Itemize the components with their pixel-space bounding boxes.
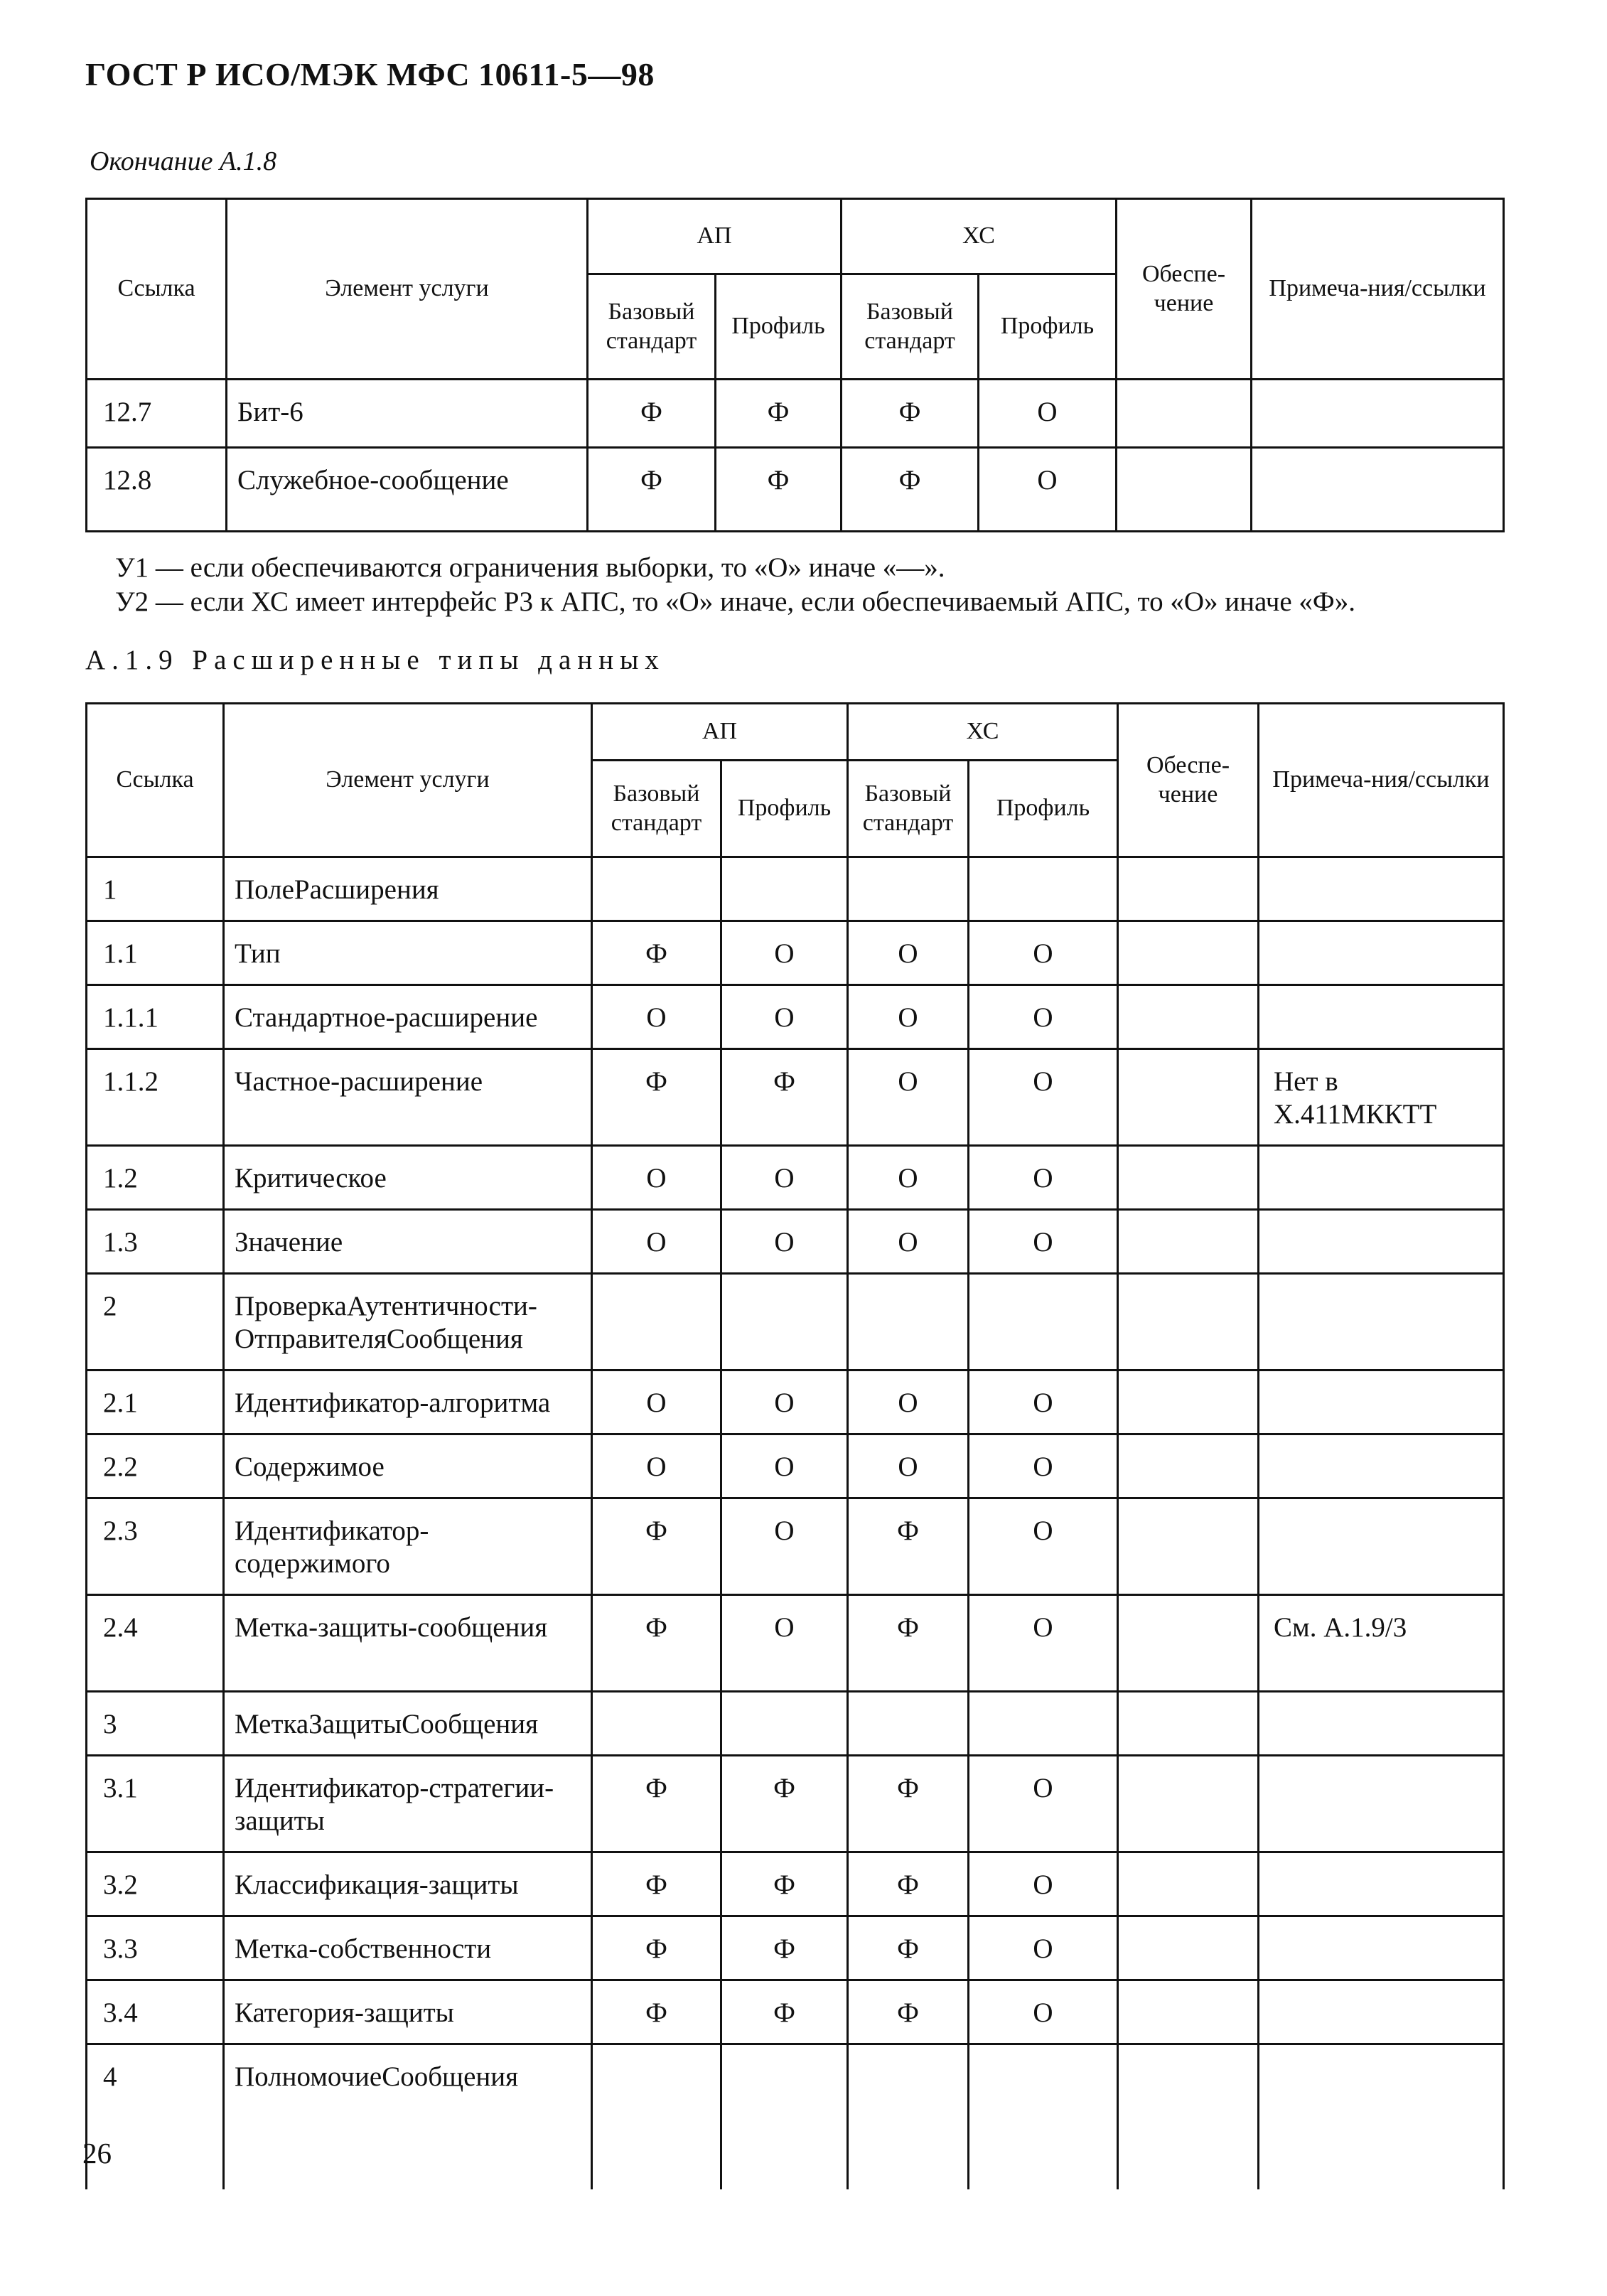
- cell-ap-profile: О: [721, 985, 848, 1049]
- cell-ref: 3: [87, 1692, 224, 1756]
- cell-notes: [1259, 1146, 1504, 1210]
- header-support: Обеспе-чение: [1117, 199, 1252, 380]
- cell-xs-profile: [969, 1692, 1118, 1756]
- cell-notes: [1259, 1370, 1504, 1434]
- cell-xs-profile: О: [979, 448, 1117, 532]
- cell-ref: 1.1: [87, 921, 224, 985]
- header-ref: Ссылка: [87, 199, 227, 380]
- cell-element: Значение: [224, 1210, 592, 1274]
- cell-ap-profile: [721, 1274, 848, 1370]
- cell-notes: [1259, 1756, 1504, 1852]
- cell-notes: [1259, 1916, 1504, 1980]
- header-element: Элемент услуги: [227, 199, 588, 380]
- table-row: [87, 1498, 1504, 1595]
- cell-xs-base: Ф: [848, 1756, 969, 1852]
- cell-ref: 2.2: [87, 1434, 224, 1498]
- cell-xs-base: Ф: [848, 1852, 969, 1916]
- cell-xs-base: Ф: [842, 380, 979, 448]
- cell-xs-profile: О: [969, 1916, 1118, 1980]
- table-row: [87, 448, 1504, 532]
- table-row: [87, 1692, 1504, 1756]
- header-ref: Ссылка: [87, 704, 224, 857]
- cell-ref: 2: [87, 1274, 224, 1370]
- cell-xs-profile: О: [969, 1146, 1118, 1210]
- header-xs-base: Базовый стандарт: [848, 761, 969, 857]
- cell-support: [1118, 921, 1259, 985]
- cell-xs-profile: О: [969, 1049, 1118, 1146]
- table-row: [87, 1852, 1504, 1916]
- cell-ap-base: Ф: [592, 1595, 721, 1692]
- cell-xs-base: Ф: [848, 1916, 969, 1980]
- cell-element: МеткаЗащитыСообщения: [224, 1692, 592, 1756]
- cell-ap-base: [592, 1692, 721, 1756]
- table-row: [87, 1370, 1504, 1434]
- table-row: [87, 857, 1504, 921]
- cell-ap-base: Ф: [592, 1916, 721, 1980]
- cell-xs-profile: [969, 857, 1118, 921]
- cell-xs-base: О: [848, 1370, 969, 1434]
- cell-element: Стандартное-расширение: [224, 985, 592, 1049]
- cell-ap-profile: [721, 1692, 848, 1756]
- header-notes: Примеча-ния/ссылки: [1252, 199, 1504, 380]
- cell-ref: 1.3: [87, 1210, 224, 1274]
- cell-element: Классификация-защиты: [224, 1852, 592, 1916]
- cell-ref: 3.2: [87, 1852, 224, 1916]
- cell-notes: См. А.1.9/3: [1259, 1595, 1504, 1692]
- cell-support: [1118, 985, 1259, 1049]
- cell-ap-base: Ф: [592, 1852, 721, 1916]
- cell-ap-profile: Ф: [716, 448, 842, 532]
- cell-xs-profile: О: [969, 1370, 1118, 1434]
- header-notes: Примеча-ния/ссылки: [1259, 704, 1504, 857]
- cell-support: [1118, 1756, 1259, 1852]
- page-header: ГОСТ Р ИСО/МЭК МФС 10611-5—98: [85, 56, 655, 92]
- header-ap-base: Базовый стандарт: [588, 274, 716, 380]
- cell-ref: 1.1.2: [87, 1049, 224, 1146]
- header-xs-profile: Профиль: [979, 274, 1117, 380]
- table-row: [87, 1916, 1504, 1980]
- cell-xs-profile: [969, 1274, 1118, 1370]
- cell-element: Идентификатор-стратегии-защиты: [224, 1756, 592, 1852]
- footnotes: [115, 551, 1355, 619]
- cell-xs-profile: О: [969, 1434, 1118, 1498]
- table-row: [87, 1980, 1504, 2044]
- header-xs: ХС: [842, 199, 1117, 274]
- table-row: [87, 2044, 1504, 2189]
- cell-xs-profile: О: [969, 921, 1118, 985]
- header-ap-base: Базовый стандарт: [592, 761, 721, 857]
- cell-ap-base: О: [592, 1434, 721, 1498]
- cell-xs-profile: О: [969, 1852, 1118, 1916]
- table-row: [87, 1756, 1504, 1852]
- cell-element: ПолномочиеСообщения: [224, 2044, 592, 2189]
- cell-ap-base: Ф: [592, 921, 721, 985]
- header-xs-profile: Профиль: [969, 761, 1118, 857]
- cell-notes: [1259, 1980, 1504, 2044]
- cell-support: [1118, 1980, 1259, 2044]
- header-ap-profile: Профиль: [716, 274, 842, 380]
- cell-support: [1118, 1049, 1259, 1146]
- page-number: 26: [82, 2137, 112, 2169]
- cell-ref: 3.3: [87, 1916, 224, 1980]
- cell-ap-base: [592, 1274, 721, 1370]
- cell-xs-base: [848, 857, 969, 921]
- cell-xs-profile: О: [979, 380, 1117, 448]
- cell-ref: 4: [87, 2044, 224, 2189]
- cell-ap-base: [592, 857, 721, 921]
- cell-ref: 3.4: [87, 1980, 224, 2044]
- cell-ap-profile: [721, 2044, 848, 2189]
- table-row: [87, 1210, 1504, 1274]
- cell-support: [1118, 857, 1259, 921]
- cell-xs-base: О: [848, 1210, 969, 1274]
- header-support: Обеспе-чение: [1118, 704, 1259, 857]
- cell-element: Критическое: [224, 1146, 592, 1210]
- cell-element: Идентификатор-содержимого: [224, 1498, 592, 1595]
- cell-ref: 2.1: [87, 1370, 224, 1434]
- cell-xs-profile: О: [969, 1595, 1118, 1692]
- cell-element: ПолеРасширения: [224, 857, 592, 921]
- cell-ap-profile: О: [721, 1434, 848, 1498]
- cell-xs-profile: О: [969, 1756, 1118, 1852]
- cell-support: [1117, 380, 1252, 448]
- cell-ap-profile: Ф: [721, 1980, 848, 2044]
- cell-ap-base: [592, 2044, 721, 2189]
- cell-element: Содержимое: [224, 1434, 592, 1498]
- cell-xs-base: Ф: [848, 1595, 969, 1692]
- cell-notes: [1259, 1274, 1504, 1370]
- cell-ref: 12.8: [87, 448, 227, 532]
- cell-ap-profile: Ф: [716, 380, 842, 448]
- cell-support: [1118, 1274, 1259, 1370]
- footnote-u2: У2 — если ХС имеет интерфейс Р3 к АПС, то «О» иначе, если обеспечиваемый АПС, то «О» иначе «Ф».: [115, 586, 1355, 617]
- cell-ap-base: Ф: [592, 1980, 721, 2044]
- header-xs-base: Базовый стандарт: [842, 274, 979, 380]
- cell-ap-base: О: [592, 985, 721, 1049]
- cell-ap-profile: О: [721, 1146, 848, 1210]
- cell-notes: [1259, 1498, 1504, 1595]
- cell-element: Метка-собственности: [224, 1916, 592, 1980]
- cell-notes: [1259, 1434, 1504, 1498]
- cell-ref: 1: [87, 857, 224, 921]
- cell-element: Тип: [224, 921, 592, 985]
- cell-element: Служебное-сообщение: [227, 448, 588, 532]
- section-title: А.1.9 Расширенные типы данных: [85, 645, 665, 675]
- table-row: [87, 380, 1504, 448]
- table-row: [87, 1146, 1504, 1210]
- cell-xs-base: [848, 2044, 969, 2189]
- header-xs: ХС: [848, 704, 1118, 761]
- cell-ap-profile: [721, 857, 848, 921]
- cell-ap-base: Ф: [592, 1049, 721, 1146]
- cell-ap-profile: О: [721, 1210, 848, 1274]
- cell-ap-profile: О: [721, 1595, 848, 1692]
- cell-ap-profile: Ф: [721, 1916, 848, 1980]
- cell-notes: [1259, 1852, 1504, 1916]
- cell-xs-profile: О: [969, 1210, 1118, 1274]
- cell-xs-profile: [969, 2044, 1118, 2189]
- table-a-1-9-extended-data-types: [85, 702, 1505, 2189]
- cell-element: ПроверкаАутентичности-ОтправителяСообщения: [224, 1274, 592, 1370]
- header-ap: АП: [588, 199, 842, 274]
- cell-notes: [1252, 380, 1504, 448]
- cell-ref: 1.1.1: [87, 985, 224, 1049]
- cell-notes: [1252, 448, 1504, 532]
- table-a-1-8-continuation: [85, 198, 1505, 532]
- cell-ap-base: Ф: [592, 1756, 721, 1852]
- cell-support: [1118, 1146, 1259, 1210]
- cell-support: [1118, 1498, 1259, 1595]
- cell-ap-profile: Ф: [721, 1049, 848, 1146]
- cell-support: [1118, 1595, 1259, 1692]
- cell-ap-profile: О: [721, 921, 848, 985]
- cell-xs-base: [848, 1692, 969, 1756]
- cell-support: [1118, 2044, 1259, 2189]
- cell-support: [1118, 1692, 1259, 1756]
- cell-xs-base: О: [848, 1049, 969, 1146]
- cell-element: Бит-6: [227, 380, 588, 448]
- cell-element: Частное-расширение: [224, 1049, 592, 1146]
- table-row: [87, 921, 1504, 985]
- cell-notes: [1259, 857, 1504, 921]
- cell-xs-base: Ф: [848, 1980, 969, 2044]
- cell-support: [1118, 1370, 1259, 1434]
- cell-xs-base: [848, 1274, 969, 1370]
- table-row: [87, 1049, 1504, 1146]
- cell-xs-base: О: [848, 1146, 969, 1210]
- header-element: Элемент услуги: [224, 704, 592, 857]
- cell-notes: [1259, 1210, 1504, 1274]
- cell-ap-base: Ф: [592, 1498, 721, 1595]
- table-row: [87, 1274, 1504, 1370]
- cell-notes: Нет в Х.411МККТТ: [1259, 1049, 1504, 1146]
- cell-xs-base: Ф: [848, 1498, 969, 1595]
- table-row: [87, 1434, 1504, 1498]
- footnote-u1: У1 — если обеспечиваются ограничения выборки, то «О» иначе «—».: [115, 552, 945, 583]
- cell-xs-base: О: [848, 921, 969, 985]
- header-ap: АП: [592, 704, 848, 761]
- cell-ref: 1.2: [87, 1146, 224, 1210]
- cell-ap-profile: Ф: [721, 1852, 848, 1916]
- cell-support: [1118, 1852, 1259, 1916]
- cell-xs-base: Ф: [842, 448, 979, 532]
- cell-ap-profile: Ф: [721, 1756, 848, 1852]
- cell-notes: [1259, 985, 1504, 1049]
- cell-xs-profile: О: [969, 985, 1118, 1049]
- cell-xs-base: О: [848, 1434, 969, 1498]
- cell-xs-profile: О: [969, 1980, 1118, 2044]
- cell-ap-base: Ф: [588, 448, 716, 532]
- cell-support: [1118, 1916, 1259, 1980]
- cell-ap-base: О: [592, 1370, 721, 1434]
- cell-ap-base: О: [592, 1210, 721, 1274]
- table-row: [87, 985, 1504, 1049]
- cell-ref: 2.3: [87, 1498, 224, 1595]
- cell-xs-profile: О: [969, 1498, 1118, 1595]
- cell-ap-profile: О: [721, 1370, 848, 1434]
- cell-ap-base: О: [592, 1146, 721, 1210]
- cell-support: [1118, 1210, 1259, 1274]
- cell-ref: 2.4: [87, 1595, 224, 1692]
- cell-support: [1118, 1434, 1259, 1498]
- continuation-label: Окончание А.1.8: [90, 146, 277, 176]
- table-row: [87, 1595, 1504, 1692]
- cell-notes: [1259, 1692, 1504, 1756]
- cell-notes: [1259, 921, 1504, 985]
- cell-xs-base: О: [848, 985, 969, 1049]
- cell-ref: 12.7: [87, 380, 227, 448]
- cell-ref: 3.1: [87, 1756, 224, 1852]
- cell-ap-profile: О: [721, 1498, 848, 1595]
- cell-element: Метка-защиты-сообщения: [224, 1595, 592, 1692]
- cell-notes: [1259, 2044, 1504, 2189]
- cell-element: Идентификатор-алгоритма: [224, 1370, 592, 1434]
- cell-element: Категория-защиты: [224, 1980, 592, 2044]
- cell-support: [1117, 448, 1252, 532]
- header-ap-profile: Профиль: [721, 761, 848, 857]
- cell-ap-base: Ф: [588, 380, 716, 448]
